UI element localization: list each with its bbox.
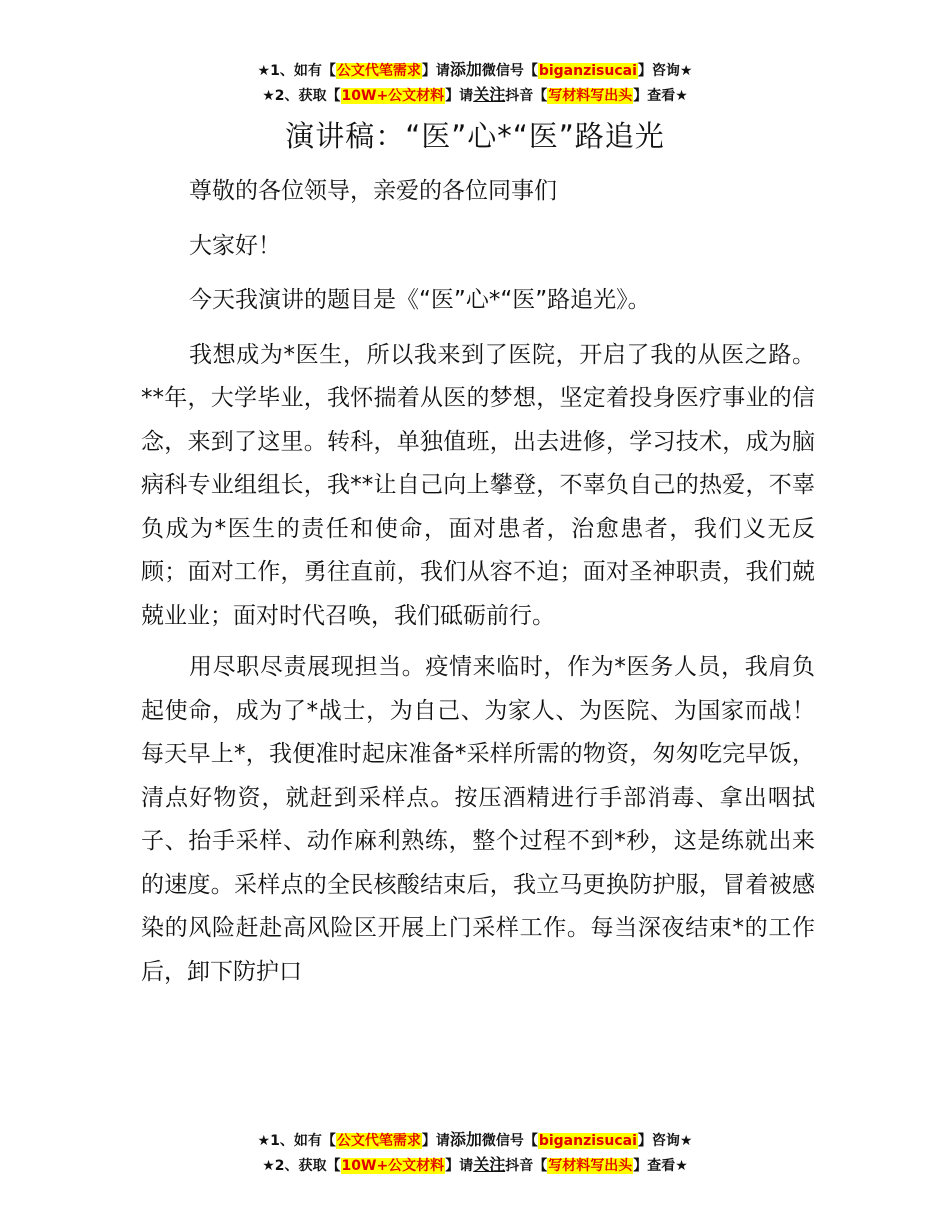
banner-line-2	[0, 1153, 950, 1178]
banner-text: 】查看★	[633, 1158, 688, 1174]
banner-text: ★1、如有【	[257, 63, 336, 79]
banner-emphasis: 添加	[449, 1130, 482, 1149]
banner-text: 】请	[421, 63, 450, 79]
banner-emphasis: 添加	[449, 60, 482, 79]
paragraph-body-1: 我想成为*医生，所以我来到了医院，开启了我的从医之路。**年，大学毕业，我怀揣着从医的梦想，坚定着投身医疗事业的信念，来到了这里。转科，单独值班，出去进修，学习技术，成为脑病科专业组组长，我**让自己向上攀登，不辜负自己的热爱，不辜负成为*医生的责任和使命，面对患者，治愈患者，我们义无反顾；面对工作，勇往直前，我们从容不迫；面对圣神职责，我们兢兢业业；面对时代召唤，我们砥砺前行。	[141, 341, 815, 629]
banner-text: 微信号【	[481, 1133, 538, 1149]
banner-line-1	[0, 1128, 950, 1153]
footer-banner	[0, 1128, 950, 1178]
banner-line-1	[0, 58, 950, 83]
banner-text: 】查看★	[633, 88, 688, 104]
banner-text: 】咨询★	[637, 63, 693, 79]
paragraph-body-2: 用尽职尽责展现担当。疫情来临时，作为*医务人员，我肩负起使命，成为了*战士，为自己、为家人、为医院、为国家而战！每天早上*，我便准时起床准备*采样所需的物资，匆匆吃完早饭，清点好物资，就赶到采样点。按压酒精进行手部消毒、拿出咽拭子、抬手采样、动作麻利熟练，整个过程不到*秒，这是练就出来的速度。采样点的全民核酸结束后，我立马更换防护服，冒着被感染的风险赶赴高风险区开展上门采样工作。每当深夜结束*的工作后，卸下防护口	[141, 654, 815, 985]
banner-text: ★1、如有【	[257, 1133, 336, 1149]
highlight-materials: 10W+公文材料	[341, 1158, 445, 1174]
banner-text: 抖音【	[505, 1158, 548, 1174]
banner-text: 】咨询★	[637, 1133, 693, 1149]
document-title: 演讲稿：“医”心*“医”路追光	[285, 119, 665, 153]
document-body	[141, 170, 815, 994]
paragraph-greeting: 大家好！	[189, 232, 281, 259]
banner-line-2	[0, 83, 950, 108]
paragraph-salutation: 尊敬的各位领导，亲爱的各位同事们	[189, 178, 557, 204]
banner-text: ★2、获取【	[262, 88, 341, 104]
highlight-service: 公文代笔需求	[336, 63, 421, 79]
paragraph-topic: 今天我演讲的题目是《“医”心*“医”路追光》。	[189, 287, 651, 313]
highlight-douyin-id: 写材料写出头	[548, 88, 633, 104]
banner-text: ★2、获取【	[262, 1158, 341, 1174]
highlight-wechat-id: biganzisucai	[538, 63, 637, 79]
banner-text: 抖音【	[505, 88, 548, 104]
banner-emphasis: 关注	[473, 85, 506, 104]
banner-text: 】请	[445, 1158, 474, 1174]
highlight-service: 公文代笔需求	[336, 1133, 421, 1149]
header-banner	[0, 58, 950, 108]
banner-emphasis: 关注	[473, 1155, 506, 1174]
highlight-wechat-id: biganzisucai	[538, 1133, 637, 1149]
banner-text: 微信号【	[481, 63, 538, 79]
highlight-materials: 10W+公文材料	[341, 88, 445, 104]
highlight-douyin-id: 写材料写出头	[548, 1158, 633, 1174]
banner-text: 】请	[421, 1133, 450, 1149]
banner-text: 】请	[445, 88, 474, 104]
